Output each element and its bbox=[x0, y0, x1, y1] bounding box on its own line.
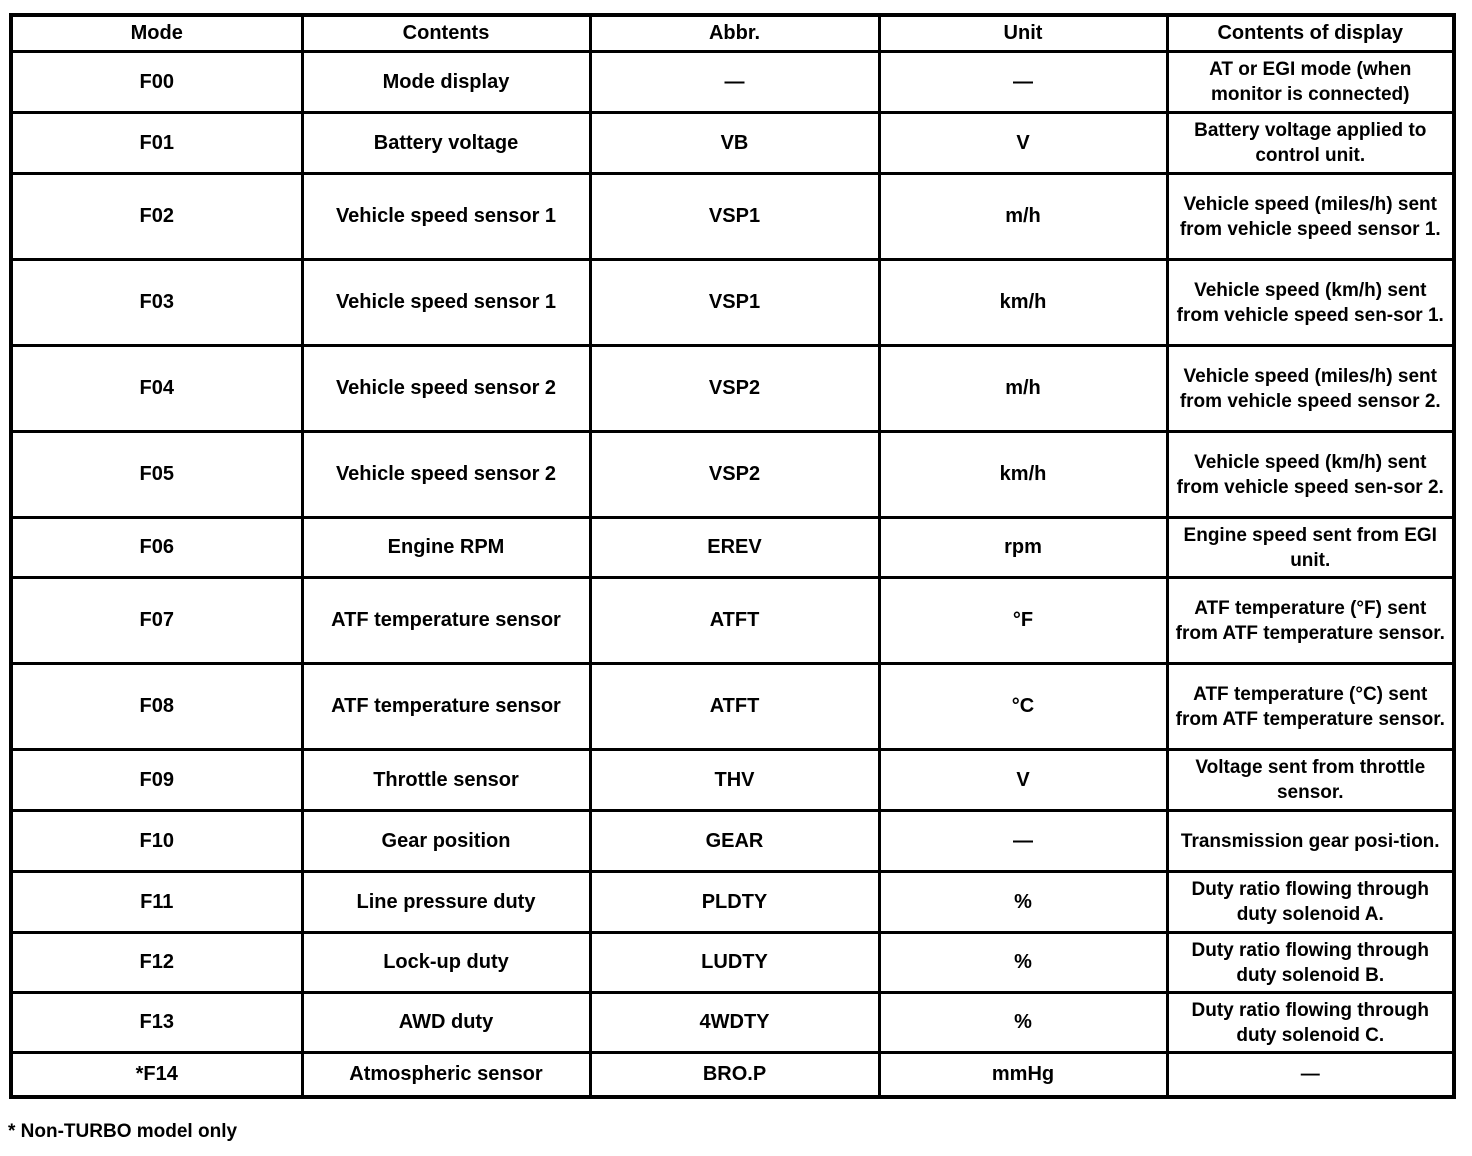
table-row bbox=[11, 872, 1454, 933]
cell-unit: m/h bbox=[879, 174, 1167, 260]
cell-abbr: VB bbox=[590, 113, 879, 174]
cell-mode: F12 bbox=[11, 933, 302, 993]
cell-abbr: ATFT bbox=[590, 578, 879, 664]
cell-mode: F08 bbox=[11, 664, 302, 750]
cell-abbr: PLDTY bbox=[590, 872, 879, 933]
cell-contents: Line pressure duty bbox=[302, 872, 590, 933]
table-row bbox=[11, 993, 1454, 1053]
cell-display: Voltage sent from throttle sensor. bbox=[1167, 750, 1454, 811]
cell-mode: F11 bbox=[11, 872, 302, 933]
cell-display: Vehicle speed (km/h) sent from vehicle speed sen-sor 1. bbox=[1167, 260, 1454, 346]
cell-contents: ATF temperature sensor bbox=[302, 664, 590, 750]
cell-contents: Vehicle speed sensor 1 bbox=[302, 174, 590, 260]
header-abbr: Abbr. bbox=[590, 15, 879, 52]
table-row bbox=[11, 750, 1454, 811]
cell-unit: m/h bbox=[879, 346, 1167, 432]
monitor-mode-table bbox=[9, 13, 1456, 1099]
cell-abbr: VSP2 bbox=[590, 432, 879, 518]
cell-display: Duty ratio flowing through duty solenoid B. bbox=[1167, 933, 1454, 993]
table-row bbox=[11, 1053, 1454, 1097]
cell-display: Duty ratio flowing through duty solenoid A. bbox=[1167, 872, 1454, 933]
cell-display: ATF temperature (°C) sent from ATF temperature sensor. bbox=[1167, 664, 1454, 750]
cell-abbr: VSP1 bbox=[590, 174, 879, 260]
cell-unit: mmHg bbox=[879, 1053, 1167, 1097]
cell-display: Vehicle speed (miles/h) sent from vehicle speed sensor 1. bbox=[1167, 174, 1454, 260]
cell-contents: Vehicle speed sensor 2 bbox=[302, 346, 590, 432]
header-contents-of-display: Contents of display bbox=[1167, 15, 1454, 52]
cell-contents: Atmospheric sensor bbox=[302, 1053, 590, 1097]
cell-contents: Throttle sensor bbox=[302, 750, 590, 811]
cell-unit: °C bbox=[879, 664, 1167, 750]
cell-abbr: BRO.P bbox=[590, 1053, 879, 1097]
cell-mode: F02 bbox=[11, 174, 302, 260]
cell-mode: F06 bbox=[11, 518, 302, 578]
cell-abbr: EREV bbox=[590, 518, 879, 578]
header-mode: Mode bbox=[11, 15, 302, 52]
table-row bbox=[11, 260, 1454, 346]
cell-display: Duty ratio flowing through duty solenoid C. bbox=[1167, 993, 1454, 1053]
cell-unit: °F bbox=[879, 578, 1167, 664]
cell-contents: Engine RPM bbox=[302, 518, 590, 578]
cell-unit: % bbox=[879, 933, 1167, 993]
cell-unit: V bbox=[879, 750, 1167, 811]
cell-display: Vehicle speed (km/h) sent from vehicle speed sen-sor 2. bbox=[1167, 432, 1454, 518]
cell-mode: *F14 bbox=[11, 1053, 302, 1097]
cell-display: AT or EGI mode (when monitor is connected) bbox=[1167, 52, 1454, 113]
cell-mode: F00 bbox=[11, 52, 302, 113]
cell-display: — bbox=[1167, 1053, 1454, 1097]
cell-display: Vehicle speed (miles/h) sent from vehicle speed sensor 2. bbox=[1167, 346, 1454, 432]
cell-unit: km/h bbox=[879, 432, 1167, 518]
cell-abbr: THV bbox=[590, 750, 879, 811]
cell-contents: Gear position bbox=[302, 811, 590, 872]
table-header-row bbox=[11, 15, 1454, 52]
header-contents: Contents bbox=[302, 15, 590, 52]
table-row bbox=[11, 811, 1454, 872]
cell-contents: Lock-up duty bbox=[302, 933, 590, 993]
cell-abbr: VSP1 bbox=[590, 260, 879, 346]
footnote: * Non-TURBO model only bbox=[8, 1121, 238, 1142]
cell-unit: rpm bbox=[879, 518, 1167, 578]
cell-mode: F03 bbox=[11, 260, 302, 346]
table-row bbox=[11, 113, 1454, 174]
cell-display: Transmission gear posi-tion. bbox=[1167, 811, 1454, 872]
cell-mode: F09 bbox=[11, 750, 302, 811]
cell-contents: Vehicle speed sensor 2 bbox=[302, 432, 590, 518]
cell-contents: AWD duty bbox=[302, 993, 590, 1053]
cell-mode: F10 bbox=[11, 811, 302, 872]
table-row bbox=[11, 933, 1454, 993]
cell-abbr: VSP2 bbox=[590, 346, 879, 432]
cell-mode: F05 bbox=[11, 432, 302, 518]
table-row bbox=[11, 664, 1454, 750]
cell-display: Engine speed sent from EGI unit. bbox=[1167, 518, 1454, 578]
header-unit: Unit bbox=[879, 15, 1167, 52]
cell-mode: F01 bbox=[11, 113, 302, 174]
cell-mode: F04 bbox=[11, 346, 302, 432]
cell-contents: Battery voltage bbox=[302, 113, 590, 174]
cell-contents: ATF temperature sensor bbox=[302, 578, 590, 664]
table-row bbox=[11, 52, 1454, 113]
cell-abbr: LUDTY bbox=[590, 933, 879, 993]
cell-unit: — bbox=[879, 811, 1167, 872]
cell-display: Battery voltage applied to control unit. bbox=[1167, 113, 1454, 174]
cell-contents: Vehicle speed sensor 1 bbox=[302, 260, 590, 346]
table-row bbox=[11, 174, 1454, 260]
cell-abbr: GEAR bbox=[590, 811, 879, 872]
cell-unit: % bbox=[879, 872, 1167, 933]
cell-unit: % bbox=[879, 993, 1167, 1053]
cell-abbr: ATFT bbox=[590, 664, 879, 750]
table-row bbox=[11, 578, 1454, 664]
cell-mode: F13 bbox=[11, 993, 302, 1053]
cell-unit: — bbox=[879, 52, 1167, 113]
cell-unit: V bbox=[879, 113, 1167, 174]
cell-unit: km/h bbox=[879, 260, 1167, 346]
table-row bbox=[11, 518, 1454, 578]
cell-display: ATF temperature (°F) sent from ATF temperature sensor. bbox=[1167, 578, 1454, 664]
table-row bbox=[11, 346, 1454, 432]
cell-abbr: 4WDTY bbox=[590, 993, 879, 1053]
table-row bbox=[11, 432, 1454, 518]
cell-mode: F07 bbox=[11, 578, 302, 664]
cell-abbr: — bbox=[590, 52, 879, 113]
cell-contents: Mode display bbox=[302, 52, 590, 113]
